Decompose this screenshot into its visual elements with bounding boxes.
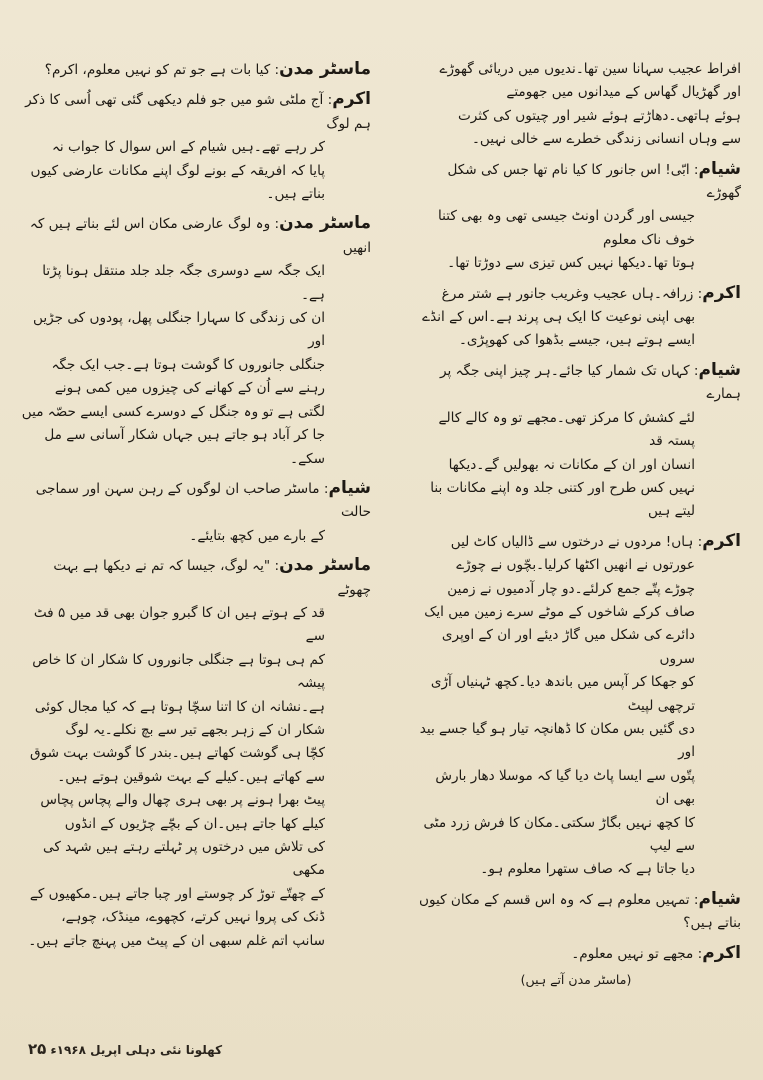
line-text: : ہاں! مردوں نے درختوں سے ڈالیاں کاٹ لیں [450, 533, 703, 550]
line-text: کو جھکا کر آپس میں باندھ دیا۔کچھ ٹہنیاں آڑی ترچھی لپیٹ [430, 674, 695, 714]
line-text: ڈنک کی پروا نہیں کرتے، کچھوے، مینڈک، چوہے، [61, 909, 325, 926]
line-text: : "یہ لوگ، جیسا کہ تم نے دیکھا ہے بہت چھوٹے [53, 558, 371, 598]
speaker-name: اکرم [702, 282, 741, 303]
stage-direction: (ماسٹر مدن آتے ہیں) [520, 972, 632, 988]
line-text: کم ہی ہوتا ہے جنگلی جانوروں کا شکار ان کا خاص پیشہ [32, 651, 325, 692]
text-line [411, 454, 741, 477]
line-text: پیٹ بھرا ہونے پر بھی ہری چھال والے پچاس پچاس [40, 792, 325, 809]
dialogue-paragraph [21, 58, 371, 82]
text-line [21, 401, 371, 424]
text-line [411, 554, 741, 577]
speaker-name: شیام [698, 158, 741, 179]
line-text: ہوتا تھا۔دیکھا نہیں کس تیزی سے دوڑتا تھا۔ [447, 255, 695, 272]
line-text: پتّوں سے ایسا پاٹ دیا گیا کہ موسلا دھار بارش بھی ان [435, 767, 695, 808]
text-line [411, 812, 741, 859]
line-text: افراط عجیب سہانا سین تھا۔ندیوں میں دریائی گھوڑے [439, 61, 741, 77]
text-line [21, 377, 371, 400]
line-text: : مجھے تو نہیں معلوم۔ [571, 945, 703, 962]
line-text: جنگلی جانوروں کا گوشت ہوتا ہے۔جب ایک جگہ [51, 356, 325, 373]
speaker-name: اکرم [332, 89, 371, 110]
text-line [21, 183, 371, 206]
text-line [21, 766, 371, 789]
speaker-name: شیام [328, 477, 371, 498]
line-text: : ماسٹر صاحب ان لوگوں کے رہن سہن اور سماجی حالت [35, 480, 371, 521]
line-text: ایک جگہ سے دوسری جگہ جلد جلد منتقل ہونا پڑتا ہے۔ [42, 263, 325, 303]
text-line [411, 601, 741, 624]
text-line [411, 578, 741, 601]
text-line [411, 252, 741, 275]
text-line [21, 160, 371, 183]
line-text: کر رہے تھے۔ہیں شیام کے اس سوال کا جواب نہ [51, 139, 325, 156]
line-text: پایا کہ افریقہ کے بونے لوگ اپنے مکانات عارضی کیوں [30, 162, 325, 179]
line-text: لگتی ہے تو وہ جنگل کے دوسرے کسی ایسے حصّہ میں [21, 403, 325, 420]
page-number: ۲۵ [28, 1040, 47, 1058]
line-text: : ابّی! اس جانور کا کیا نام تھا جس کی شکل گھوڑے [447, 161, 741, 202]
text-line [411, 477, 741, 524]
dialogue-paragraph [21, 554, 371, 953]
text-line [411, 105, 741, 128]
line-text: : آج ملٹی شو میں جو فلم دیکھی گئی تھی اُسی کا ذکر ہم لوگ [25, 92, 371, 132]
text-line [411, 671, 741, 718]
line-text: : کیا بات ہے جو تم کو نہیں معلوم، اکرم؟ [44, 62, 280, 78]
line-text: سے وہاں انسانی زندگی خطرے سے خالی نہیں۔ [471, 131, 741, 148]
line-text: سانپ اتم غلم سبھی ان کے پیٹ میں پہنچ جاتے ہیں۔ [28, 932, 325, 949]
text-line [411, 158, 741, 206]
line-text: ان کی زندگی کا سہارا جنگلی پھل، پودوں کی جڑیں اور [32, 310, 325, 350]
line-text: بھی اپنی نوعیت کا ایک ہی پرند ہے۔اس کے انڈے [422, 309, 695, 326]
dialogue-paragraph [411, 158, 741, 276]
text-line [411, 128, 741, 151]
right-column [411, 58, 741, 987]
line-text: بناتے ہیں۔ [266, 186, 325, 203]
line-text: عورتوں نے انھیں اکٹھا کرلیا۔بچّوں نے چوڑے [456, 557, 695, 574]
text-line [21, 260, 371, 307]
line-text: کے بارے میں کچھ بتایئے۔ [189, 527, 325, 544]
line-text: ہے۔نشانہ ان کا اتنا سچّا ہوتا ہے کہ کیا مجال کوئی [34, 698, 325, 715]
text-line [411, 329, 741, 352]
line-text: : وہ لوگ عارضی مکان اس لئے بناتے ہیں کہ انھیں [29, 216, 371, 256]
dialogue-paragraph [411, 282, 741, 353]
text-line [21, 930, 371, 953]
text-line [21, 424, 371, 471]
text-line [21, 58, 371, 82]
speaker-name: اکرم [702, 942, 741, 963]
text-line [411, 81, 741, 104]
line-text: انسان اور ان کے مکانات نہ بھولیں گے۔دیکھا [448, 456, 695, 473]
text-line [21, 742, 371, 765]
text-line [21, 906, 371, 929]
text-line [21, 813, 371, 836]
dialogue-paragraph [411, 888, 741, 936]
line-text: ہوئے ہاتھی۔دھاڑتے ہوئے شیر اور چیتوں کی کثرت [457, 107, 741, 124]
text-line [21, 354, 371, 377]
text-line [21, 883, 371, 906]
page-footer [28, 1040, 222, 1058]
text-line [21, 525, 371, 548]
text-line [411, 306, 741, 329]
text-line [411, 530, 741, 554]
text-line [411, 282, 741, 306]
speaker-name: ماسٹر مدن [279, 213, 371, 234]
text-line [21, 649, 371, 696]
line-text: جا کر آباد ہو جاتے ہیں جہاں شکار آسانی سے مل سکے۔ [44, 427, 325, 467]
dialogue-paragraph [21, 477, 371, 548]
line-text: : تمہیں معلوم ہے کہ وہ اس قسم کے مکان کیوں بناتے ہیں؟ [419, 891, 741, 932]
speaker-name: ماسٹر مدن [279, 59, 371, 79]
line-text: قد کے ہوتے ہیں ان کا گبرو جوان بھی قد میں ۵ فٹ سے [33, 604, 325, 645]
text-line [21, 696, 371, 719]
text-line [411, 888, 741, 936]
line-text: جیسی اور گردن اونٹ جیسی تھی وہ بھی کتنا خوف ناک معلوم [438, 208, 695, 248]
line-text: کا کچھ نہیں بگاڑ سکتی۔مکان کا فرش زرد مٹی سے لیپ [423, 814, 695, 854]
speaker-name: اکرم [702, 530, 741, 551]
text-line [411, 765, 741, 812]
dialogue-paragraph [21, 88, 371, 206]
text-line [21, 477, 371, 525]
line-text: اور گھڑیال گھاس کے میدانوں میں جھومتے [506, 84, 741, 101]
speaker-name: شیام [698, 359, 741, 380]
text-line [411, 624, 741, 671]
line-text: ایسے ہوتے ہیں، جیسے بڈھوا کی کھوپڑی۔ [458, 332, 695, 349]
line-text: کے چھتّے توڑ کر چوستے اور چبا جاتے ہیں۔مکھیوں کے [29, 885, 325, 902]
line-text: : زرافہ۔ہاں عجیب وغریب جانور ہے شتر مرغ [441, 285, 703, 302]
text-line [21, 836, 371, 883]
text-line [411, 205, 741, 252]
line-text: لئے کشش کا مرکز تھی۔مجھے تو وہ کالے کالے پستہ قد [438, 409, 695, 450]
dialogue-paragraph [411, 58, 741, 152]
speaker-name: ماسٹر مدن [279, 555, 371, 576]
dialogue-paragraph [21, 212, 371, 470]
text-line [21, 789, 371, 812]
text-line [411, 942, 741, 966]
line-text: دائرے کی شکل میں گاڑ دیئے اور ان کے اوپری سروں [441, 627, 695, 667]
line-text: چوڑے پتّے جمع کرلئے۔دو چار آدمیوں نے زمین [447, 580, 695, 597]
line-text: صاف کرکے شاخوں کے موٹے سرے زمین میں ایک [424, 603, 695, 620]
text-line [411, 359, 741, 407]
line-text: نہیں کس طرح اور کتنی جلد وہ اپنے مکانات بنا لیتے ہیں [430, 479, 695, 520]
dialogue-paragraph [411, 942, 741, 966]
footer-text: کھلونا نئی دہلی اپریل ۱۹۶۸ء [50, 1043, 223, 1057]
text-line [21, 307, 371, 354]
line-text: دیا جاتا ہے کہ صاف ستھرا معلوم ہو۔ [480, 861, 695, 878]
text-line [21, 554, 371, 602]
text-line [21, 212, 371, 260]
line-text: دی گئیں بس مکان کا ڈھانچہ تیار ہو گیا جسے بید اور [419, 720, 695, 761]
line-text: شکار ان کے زہر بجھے تیر سے بچ نکلے۔یہ لوگ [65, 721, 325, 738]
line-text: : کہاں تک شمار کیا جائے۔ہر چیز اپنی جگہ پر ہمارے [439, 362, 741, 403]
text-line [21, 136, 371, 159]
dialogue-paragraph [411, 359, 741, 524]
text-line [21, 602, 371, 649]
text-line [411, 58, 741, 81]
line-text: کی تلاش میں درختوں پر ٹہلتے رہتے ہیں شہد کی مکھی [43, 839, 325, 879]
text-line [21, 719, 371, 742]
left-column [21, 58, 371, 959]
line-text: رہنے سے اُن کے کھانے کی چیزوں میں کمی ہونے [54, 380, 325, 397]
text-line [411, 407, 741, 454]
text-line [411, 858, 741, 881]
line-text: کچّا ہی گوشت کھاتے ہیں۔بندر کا گوشت بہت شوق [30, 745, 325, 762]
text-line [411, 718, 741, 765]
dialogue-paragraph [411, 530, 741, 882]
line-text: کیلے کھا جاتے ہیں۔ان کے بچّے چڑیوں کے انڈوں [64, 815, 325, 832]
text-line [21, 88, 371, 136]
line-text: سے کھاتے ہیں۔کیلے کے بہت شوقین ہوتے ہیں۔ [57, 768, 325, 785]
speaker-name: شیام [698, 888, 741, 909]
